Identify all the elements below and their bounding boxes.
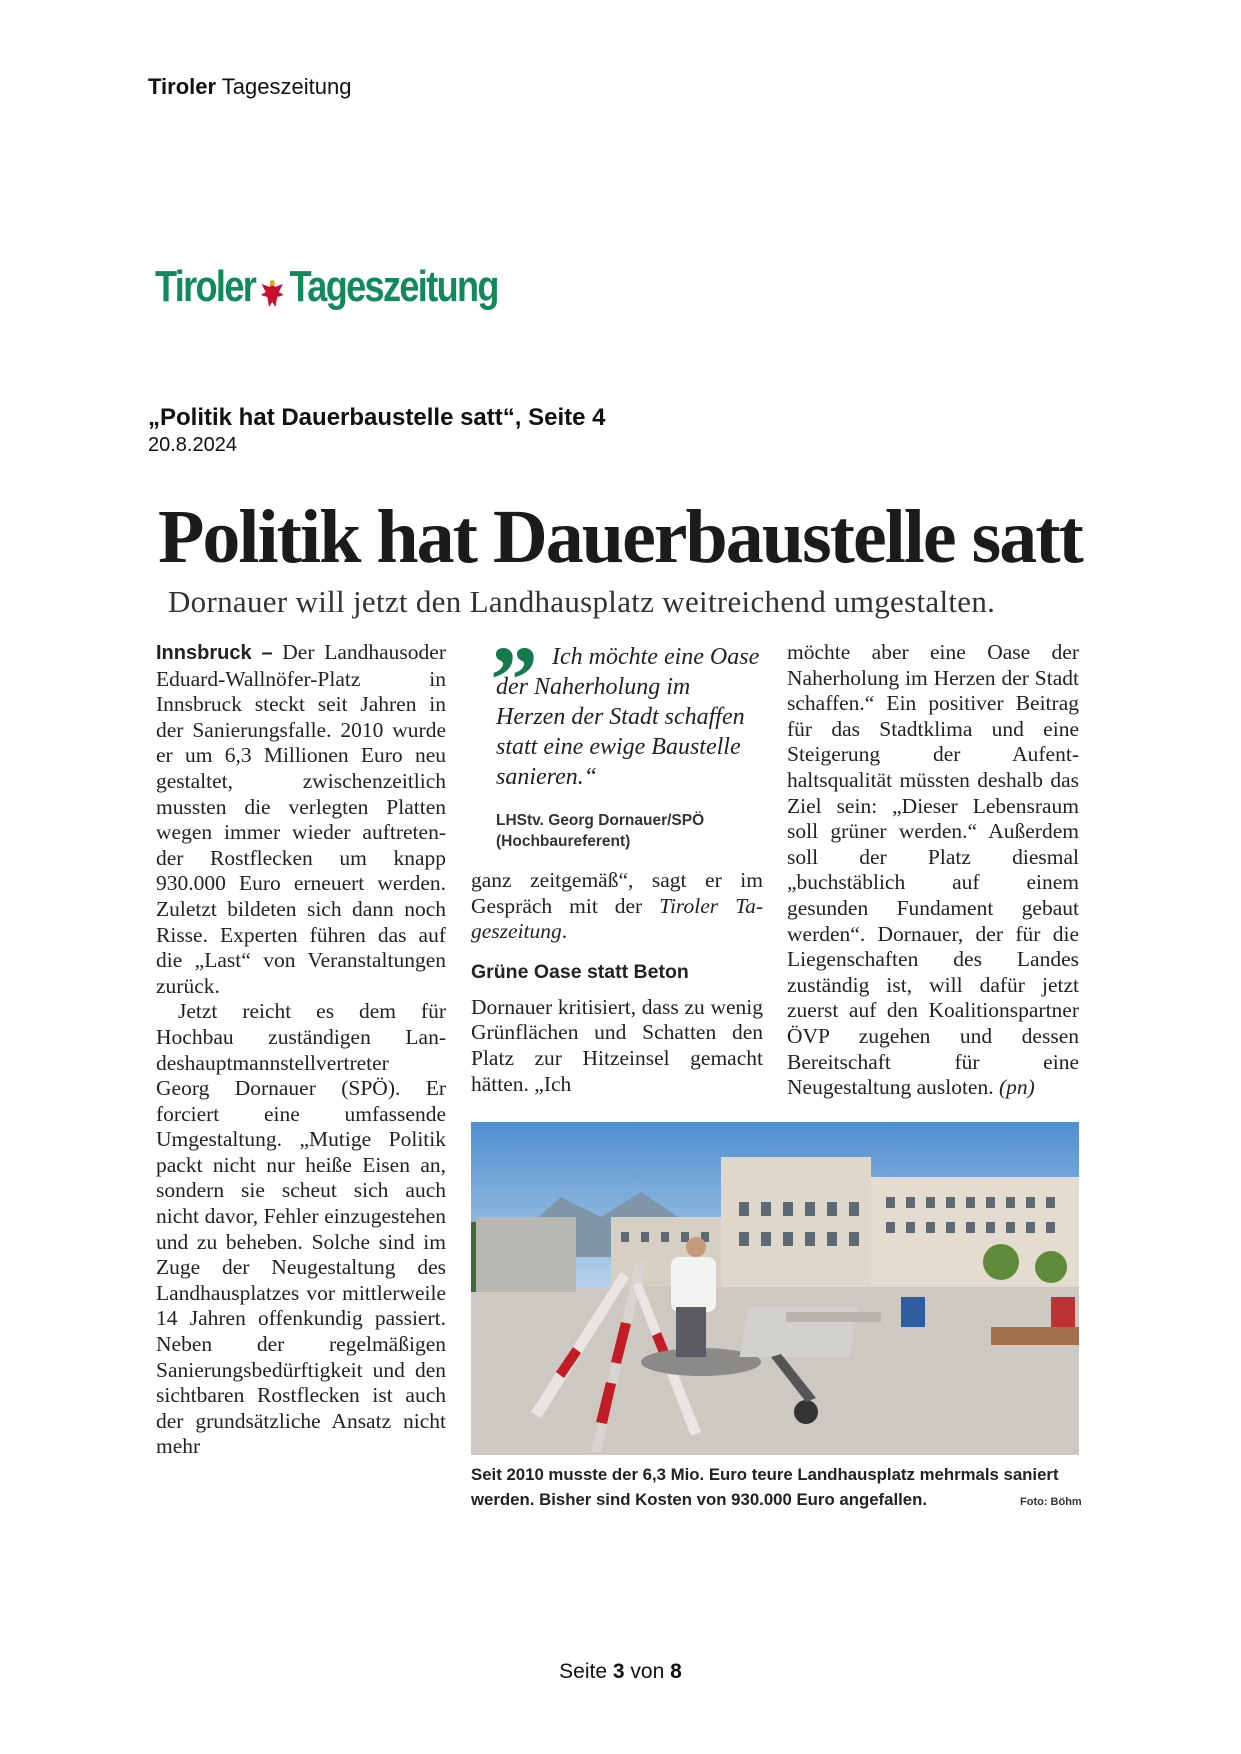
column-2-text-end: . xyxy=(561,919,568,944)
logo-part1: Tiroler xyxy=(155,262,256,311)
dateline: Innsbruck – xyxy=(156,642,273,664)
pull-quote: Ich möchte eine Oase der Naherholung im Herzen der Stadt schaffen statt eine ewige Baustelle sanieren.“ xyxy=(496,644,760,790)
column-1-paragraph-1 xyxy=(156,640,446,999)
masthead-logo xyxy=(155,262,498,312)
column-1-paragraph-2: Jetzt reicht es dem für Hochbau zuständigen Landeshauptmannstellvertreter Georg Dornauer (SPÖ). Er forciert eine umfassende Umgestaltung. „Mutige Politik packt nicht nur heiße Eisen an, sondern sie scheut sich auch nicht davor, Fehler einzugestehen und zu beheben. Solche sind im Zuge der Neugestaltung des Landhausplatzes vor mittlerweile 14 Jahren offenkundig passiert. Neben der regelmäßigen Sanierungsbedürftigkeit und den sichtbaren Rostflecken ist auch der grundsätzliche Ansatz nicht mehr xyxy=(156,999,446,1459)
section-subheading: Grüne Oase statt Beton xyxy=(471,961,689,983)
running-head-brand-bold: Tiroler xyxy=(148,74,217,99)
footer-sep: von xyxy=(630,1660,665,1683)
column-2-text: ganz zeitgemäß“, sagt er im Gespräch mit der xyxy=(471,868,763,918)
article-photo xyxy=(471,1122,1079,1455)
article-column-1 xyxy=(156,640,446,1460)
author-signature: (pn) xyxy=(998,1075,1035,1100)
column-2-paragraph-2: Dornauer kritisiert, dass zu wenig Grünflächen und Schatten den Platz zur Hitzeinsel gemacht hätten. „Ich xyxy=(471,994,763,1096)
photo-caption: Seit 2010 musste der 6,3 Mio. Euro teure Landhausplatz mehrmals saniert werden. Bisher sind Kosten von 930.000 Euro angefallen. xyxy=(471,1465,1059,1509)
tyrolean-eagle-icon xyxy=(258,272,286,306)
footer-page-total: 8 xyxy=(670,1660,682,1683)
photo-credit: Foto: Böhm xyxy=(1020,1496,1082,1508)
footer-prefix: Seite xyxy=(559,1660,608,1683)
pull-quote-author xyxy=(496,810,756,852)
article-headline: Politik hat Dauerbaustelle satt xyxy=(158,495,1082,579)
clipping-title: „Politik hat Dauerbaustelle satt“, Seite 4 xyxy=(148,404,606,431)
running-head-brand-rest: Tageszeitung xyxy=(221,74,352,99)
newspaper-name: Tiroler Tageszeitung xyxy=(471,893,763,944)
article-subhead: Dornauer will jetzt den Landhausplatz weitreichend umgestalten. xyxy=(168,584,996,619)
page-footer xyxy=(0,1660,1241,1684)
footer-page-number: 3 xyxy=(612,1660,625,1683)
column-3-paragraph-1 xyxy=(787,640,1079,1101)
quote-author-name: LHStv. Georg Dornauer/SPÖ xyxy=(496,812,705,829)
quote-author-role: (Hochbaureferent) xyxy=(496,833,631,850)
column-1-text-1: Der Landhausoder Eduard-Wallnöfer-Platz in Innsbruck steckt seit Jahren in der Sanierungsfalle. 2010 wurde er um 6,3 Millionen Euro neu gestaltet, zwischenzeitlich mussten die verlegten Platten wegen immer wieder auftretender Rostflecken um knapp 930.000 Euro erneuert werden. Zuletzt bildeten sich dann noch Risse. Experten führen das auf die „Last“ von Veranstaltungen zurück. xyxy=(156,640,446,998)
quote-mark-icon: ” xyxy=(490,626,538,733)
clipping-date: 20.8.2024 xyxy=(148,434,237,456)
article-column-3 xyxy=(787,640,1079,1101)
column-2-paragraph-1 xyxy=(471,868,763,945)
column-3-text: möchte aber eine Oase der Naherholung im Herzen der Stadt schaffen.“ Ein positiver Beitrag für das Stadtklima und eine Steigerung der Aufenthaltsqualität müssten deshalb das Ziel sein: „Dieser Lebensraum soll grüner werden.“ Außerdem soll der Platz diesmal „buchstäblich auf einem gesunden Fundament gebaut werden“. Dornauer, der für die Liegenschaften des Landes zuständig ist, will dafür jetzt zuerst auf den Koalitionspartner ÖVP zugehen und dessen Bereitschaft für eine Neugestaltung ausloten. xyxy=(787,640,1079,1100)
logo-part2: Tageszeitung xyxy=(289,262,498,311)
running-head xyxy=(148,74,351,100)
